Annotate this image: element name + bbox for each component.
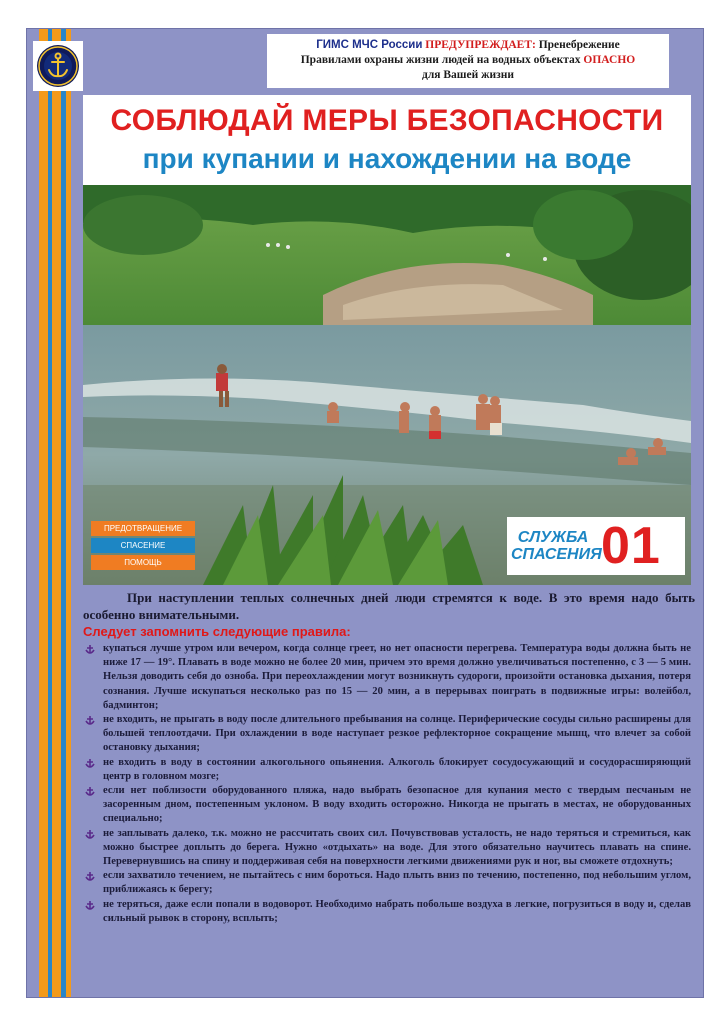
- rescue-number: 01: [601, 517, 661, 575]
- rule-text-1: купаться лучше утром или вечером, когда солнце греет, но нет опасности перегрева. Температура воды должна быть не ниже 17 — 19°. Плавать в воде можно не более 20 мин, причем это время должно увеличиваться постепенно, с 3 — 5 мин. Нельзя доводить себя до озноба. При переохлаждении могут возникнуть судороги, произойти остановка дыхания, потеря сознания. Лучше искупаться несколько раз по 15 — 20 мин, а в перерывах поиграть в подвижные игры: волейбол, бадминтон;: [103, 643, 691, 711]
- stripe-orange-3: [66, 29, 71, 997]
- header-org: ГИМС МЧС России: [316, 39, 423, 51]
- anchor-bullet-icon: [85, 829, 95, 839]
- rule-text-4: если нет поблизости оборудованного пляжа, надо выбрать безопасное для купания место с твердым песчаным не засоренным дном, постепенным уклоном. В воду входить осторожно. Никогда не прыгать в местах, не оборудованных специально;: [103, 785, 691, 825]
- rules-list: [83, 642, 695, 926]
- poster: [26, 28, 704, 998]
- anchor-bullet-icon: [85, 715, 95, 725]
- tag-prevention: ПРЕДОТВРАЩЕНИЕ: [91, 521, 195, 536]
- rule-text-3: не входить в воду в состоянии алкогольного опьянения. Алкоголь блокирует сосудосужающий и сосудорасширяющий центр в головном мозге;: [103, 756, 691, 782]
- rules-text: [83, 589, 695, 926]
- rescue-line-1: СЛУЖБА: [517, 529, 589, 546]
- header-danger: ОПАСНО: [583, 54, 636, 66]
- anchor-bullet-icon: [85, 786, 95, 796]
- warning-header: [267, 34, 669, 88]
- list-item: [83, 642, 695, 713]
- anchor-bullet-icon: [85, 900, 95, 910]
- header-text-3: для Вашей жизни: [422, 69, 514, 81]
- rescue-service-badge: [507, 517, 685, 575]
- list-item: [83, 827, 695, 870]
- title-line-2: при купании и нахождении на воде: [142, 143, 632, 174]
- title-banner: [83, 95, 691, 185]
- tag-help: ПОМОЩЬ: [91, 555, 195, 570]
- anchor-bullet-icon: [85, 758, 95, 768]
- rescue-service-label: [511, 529, 602, 563]
- anchor-emblem-icon: [36, 44, 80, 88]
- anchor-bullet-icon: [85, 871, 95, 881]
- tag-rescue: СПАСЕНИЕ: [91, 538, 195, 553]
- list-item: [83, 713, 695, 756]
- rescue-line-2: СПАСЕНИЯ: [511, 546, 602, 563]
- logo: [33, 41, 83, 91]
- header-text-1: Пренебрежение: [538, 39, 620, 51]
- side-stripes: [27, 29, 73, 997]
- list-item: [83, 869, 695, 897]
- header-text-2: Правилами охраны жизни людей на водных объектах: [300, 54, 581, 66]
- stripe-orange-2: [52, 29, 61, 997]
- remember-heading: Следует запомнить следующие правила:: [83, 624, 351, 639]
- stripe-orange-1: [39, 29, 48, 997]
- tags-block: [91, 521, 195, 572]
- rule-text-2: не входить, не прыгать в воду после длительного пребывания на солнце. Периферические сосуды сильно расширены для большей теплоотдачи. При охлаждении в воде наступает резкое рефлекторное сокращение мышц, что влечет за собой остановку дыхания;: [103, 714, 691, 754]
- rule-text-6: если захватило течением, не пытайтесь с ним бороться. Надо плыть вниз по течению, постепенно, под небольшим углом, приближаясь к берегу;: [103, 870, 691, 896]
- header-warns: ПРЕДУПРЕЖДАЕТ:: [425, 39, 536, 51]
- title-line-1: СОБЛЮДАЙ МЕРЫ БЕЗОПАСНОСТИ: [110, 104, 664, 137]
- list-item: [83, 784, 695, 827]
- rule-text-7: не теряться, даже если попали в водоворот. Необходимо набрать побольше воздуха в легкие, погрузиться в воду и, сделав сильный рывок в сторону, всплыть;: [103, 898, 691, 924]
- river-photo: [83, 185, 691, 585]
- rule-text-5: не заплывать далеко, т.к. можно не рассчитать своих сил. Почувствовав усталость, не надо теряться и стремиться, как можно быстрее доплыть до берега. Нужно «отдыхать» на воде. Для этого обязательно научитесь плавать на спине. Перевернувшись на спину и поддерживая себя на поверхности легкими движениями рук и ног, вы сможете отдохнуть;: [103, 827, 691, 868]
- list-item: [83, 898, 695, 926]
- intro-paragraph: При наступлении теплых солнечных дней люди стремятся к воде. В это время надо быть особенно внимательными.: [83, 590, 695, 622]
- list-item: [83, 756, 695, 784]
- anchor-bullet-icon: [85, 644, 95, 654]
